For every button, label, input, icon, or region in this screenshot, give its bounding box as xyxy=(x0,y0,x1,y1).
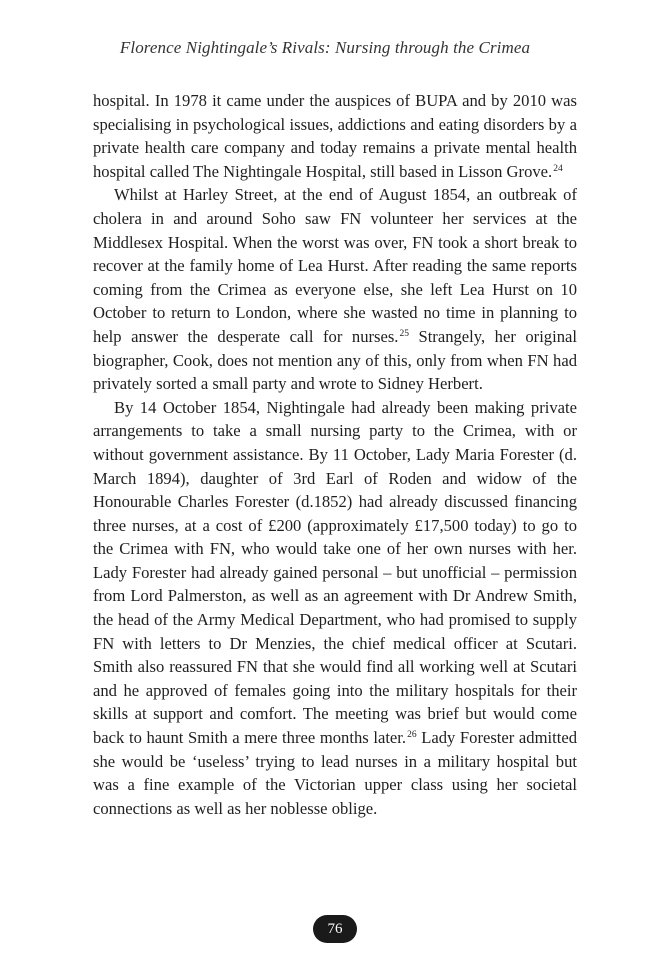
running-head: Florence Nightingale’s Rivals: Nursing through the Crimea xyxy=(119,38,531,57)
paragraph xyxy=(93,183,577,395)
paragraph-text: Lady Forester admitted she would be ‘useless’ trying to lead nurses in a military hospital but was a fine example of the Victorian upper class using her societal connections as well as her noblesse oblige. xyxy=(93,728,577,818)
paragraph-text: Whilst at Harley Street, at the end of August 1854, an outbreak of cholera in and around Soho saw FN volunteer her services at the Middlesex Hospital. When the worst was over, FN took a short break to recover at the family home of Lea Hurst. After reading the same reports coming from the Crimea as everyone else, she left Lea Hurst on 10 October to return to London, where she wasted no time in planning to help answer the desperate call for nurses. xyxy=(93,185,577,346)
body-text xyxy=(93,89,577,820)
paragraph-text: Strangely, her original biographer, Cook, does not mention any of this, only from when FN had privately sorted a small party and wrote to Sidney Herbert. xyxy=(93,326,577,394)
footnote-marker[interactable]: 26 xyxy=(407,730,417,741)
footnote-marker[interactable]: 24 xyxy=(553,163,563,174)
paragraph-text: By 14 October 1854, Nightingale had already been making private arrangements to take a small nursing party to the Crimea, with or without government assistance. By 11 October, Lady Maria Forester (d. March 1894), daughter of 3rd Earl of Roden and widow of the Honourable Charles Forester (d.1852) had already discussed financing three nurses, at a cost of £200 (approximately £17,500 today) to go to the Crimea with FN, who would take one of her own nurses with her. Lady Forester had already gained personal – but unofficial – permission from Lord Palmerston, as well as an agreement with Dr Andrew Smith, the head of the Army Medical Department, who had promised to supply FN with letters to Dr Menzies, the chief medical officer at Scutari. Smith also reassured FN that she would find all working well at Scutari and he approved of females going into the military hospitals for their skills at support and comfort. The meeting was brief but would come back to haunt Smith a mere three months later. xyxy=(93,397,577,748)
paragraph-text: hospital. In 1978 it came under the auspices of BUPA and by 2010 was specialising in psychological issues, addictions and eating disorders by a private health care company and today remains a private mental health hospital called The Nightingale Hospital, still based in Lisson Grove. xyxy=(93,91,577,181)
paragraph xyxy=(93,89,577,183)
paragraph xyxy=(93,396,577,821)
page-number: 76 xyxy=(313,915,357,943)
footnote-marker[interactable]: 25 xyxy=(399,328,409,339)
